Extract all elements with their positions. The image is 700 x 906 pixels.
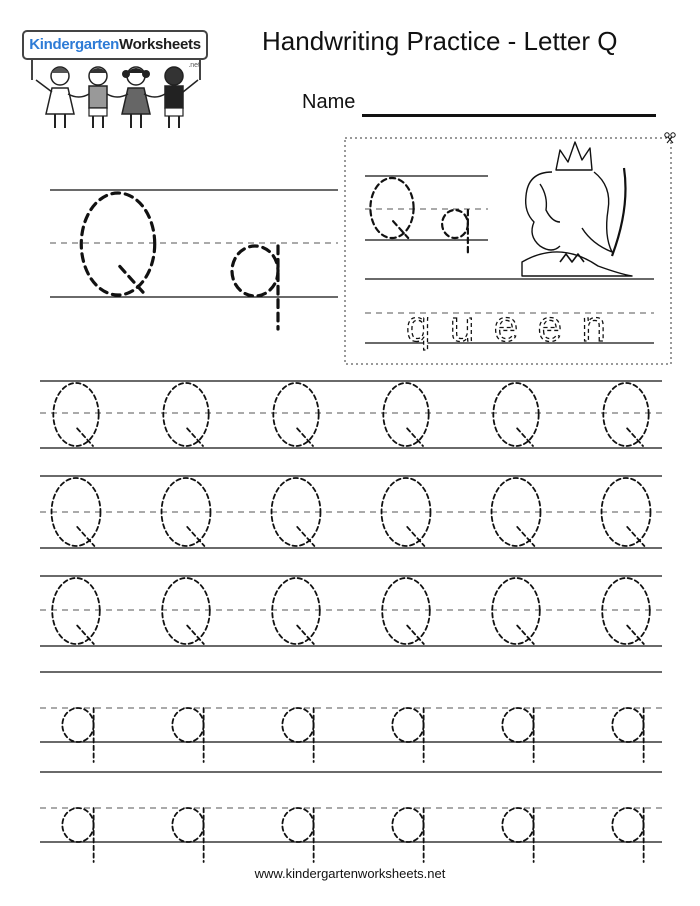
practice-letter-upper (493, 383, 538, 446)
practice-letter-upper-bowl (272, 578, 320, 644)
practice-letter-upper-bowl (493, 383, 538, 446)
practice-letter-upper-bowl (602, 578, 650, 644)
logo-sub: .net (188, 62, 200, 69)
practice-letter-lower-bowl (502, 808, 533, 842)
page-title: Handwriting Practice - Letter Q (262, 26, 618, 56)
scissors-ring-b (671, 133, 675, 137)
practice-letter-upper (602, 578, 650, 644)
logo-brand-a: Kindergarten (29, 36, 119, 53)
scissors-ring-a (665, 133, 669, 137)
practice-letter-lower (62, 708, 93, 762)
model-letter-upper-bowl (81, 193, 154, 295)
practice-letter-upper-tail (297, 527, 314, 546)
practice-letter-upper (53, 383, 98, 446)
practice-letter-lower-bowl (62, 808, 93, 842)
practice-row (40, 672, 662, 762)
practice-letter-lower-bowl (612, 708, 643, 742)
practice-letter-lower-bowl (62, 708, 93, 742)
footer-url: www.kindergartenworksheets.net (254, 866, 446, 881)
practice-letter-lower-bowl (282, 808, 313, 842)
practice-letter-upper-bowl (52, 578, 100, 644)
practice-letter-upper-bowl (492, 578, 540, 644)
practice-letter-upper (383, 383, 428, 446)
practice-letter-upper-bowl (163, 383, 208, 446)
practice-letter-lower (502, 708, 533, 762)
practice-letter-upper-tail (187, 527, 204, 546)
example-letter-lower (442, 210, 468, 256)
example-letter-upper (370, 178, 413, 238)
practice-letter-lower (282, 708, 313, 762)
model-letter-upper (81, 193, 154, 295)
practice-letter-lower (392, 808, 423, 862)
practice-letter-lower (282, 808, 313, 862)
practice-letter-lower (392, 708, 423, 762)
practice-row (40, 381, 662, 448)
practice-letter-upper (272, 578, 320, 644)
practice-letter-upper-tail (627, 527, 644, 546)
practice-letter-upper (273, 383, 318, 446)
practice-letter-lower-bowl (172, 808, 203, 842)
practice-letter-lower-bowl (392, 808, 423, 842)
practice-letter-lower-bowl (172, 708, 203, 742)
practice-row (40, 772, 662, 862)
practice-letter-lower-bowl (392, 708, 423, 742)
practice-letter-lower (62, 808, 93, 862)
practice-letter-upper-tail (77, 527, 94, 546)
model-letter-lower-bowl (232, 246, 278, 296)
practice-letter-upper-tail (517, 527, 534, 546)
practice-letter-lower-bowl (282, 708, 313, 742)
practice-letter-lower-bowl (502, 708, 533, 742)
practice-letter-upper (163, 383, 208, 446)
practice-letter-upper-tail (407, 527, 424, 546)
practice-letter-lower (612, 808, 643, 862)
logo-brand-b: Worksheets (118, 36, 201, 53)
practice-letter-upper (382, 578, 430, 644)
queen-hair (526, 172, 560, 250)
example-letter-lower-bowl (442, 210, 468, 238)
practice-letter-upper-bowl (162, 578, 210, 644)
practice-letter-upper-bowl (53, 383, 98, 446)
practice-letter-upper (492, 578, 540, 644)
practice-letter-lower-bowl (612, 808, 643, 842)
practice-letter-upper (603, 383, 648, 446)
queen-picture-icon (522, 142, 632, 276)
practice-letter-upper (162, 578, 210, 644)
queen-crown (556, 142, 592, 170)
name-label: Name (302, 91, 356, 113)
practice-letter-lower (172, 808, 203, 862)
example-word: queen (406, 302, 616, 351)
queen-hair-back (582, 172, 612, 252)
practice-letter-lower (172, 708, 203, 762)
practice-letter-upper-bowl (273, 383, 318, 446)
practice-row (40, 576, 662, 646)
practice-letter-lower (612, 708, 643, 762)
practice-letter-upper-bowl (383, 383, 428, 446)
example-letter-upper-bowl (370, 178, 413, 238)
practice-letter-lower (502, 808, 533, 862)
practice-letter-upper (52, 578, 100, 644)
practice-row (40, 476, 662, 548)
queen-collar (612, 168, 626, 256)
practice-letter-upper-bowl (382, 578, 430, 644)
model-letter-lower (232, 246, 278, 329)
practice-letter-upper-bowl (603, 383, 648, 446)
